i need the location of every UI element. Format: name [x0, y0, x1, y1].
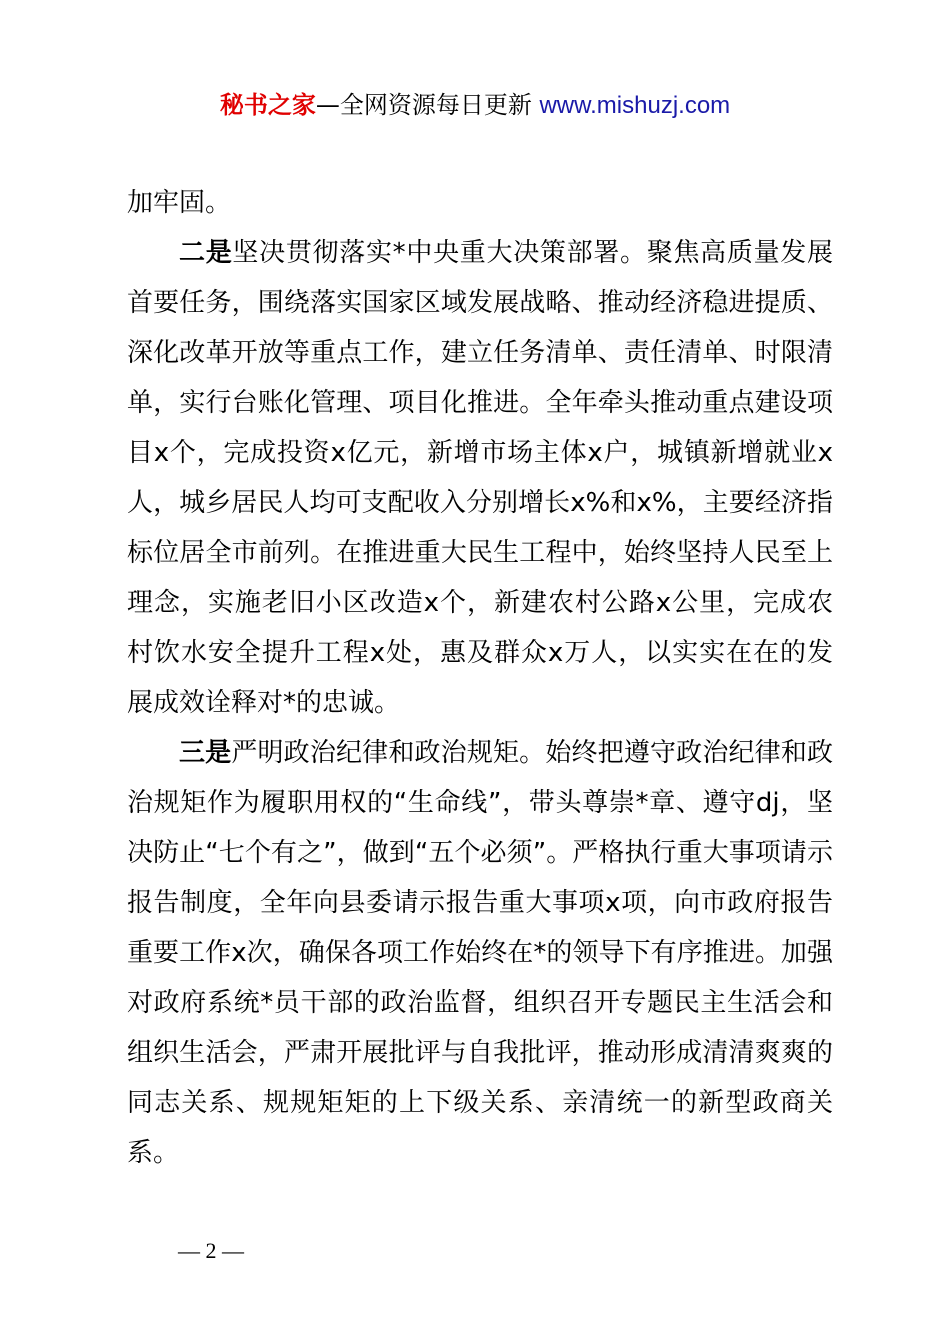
paragraph-two-lead: 二是	[179, 238, 233, 268]
paragraph-two-text: 坚决贯彻落实*中央重大决策部署。聚焦高质量发展首要任务，围绕落实国家区域发展战略、推动经济稳进提质、深化改革开放等重点工作，建立任务清单、责任清单、时限清单，实行台账化管理、项目化推进。全年牵头推动重点建设项目x个，完成投资x亿元，新增市场主体x户，城镇新增就业x人，城乡居民人均可支配收入分别增长x%和x%，主要经济指标位居全市前列。在推进重大民生工程中，始终坚持人民至上理念，实施老旧小区改造x个，新建农村公路x公里，完成农村饮水安全提升工程x处，惠及群众x万人，以实实在在的发展成效诠释对*的忠诚。	[127, 238, 833, 718]
paragraph-continuation: 加牢固。	[127, 188, 232, 218]
paragraph-three-text: 严明政治纪律和政治规矩。始终把遵守政治纪律和政治规矩作为履职用权的“生命线”，带头尊崇*章、遵守dj，坚决防止“七个有之”，做到“五个必须”。严格执行重大事项请示报告制度，全年向县委请示报告重大事项x项，向市政府报告重要工作x次，确保各项工作始终在*的领导下有序推进。加强对政府系统*员干部的政治监督，组织召开专题民主生活会和组织生活会，严肃开展批评与自我批评，推动形成清清爽爽的同志关系、规规矩矩的上下级关系、亲清统一的新型政商关系。	[127, 738, 833, 1168]
site-url[interactable]: www.mishuzj.com	[539, 92, 731, 119]
site-header	[0, 88, 950, 123]
page-number: — 2 —	[178, 1238, 244, 1263]
paragraph-three	[127, 728, 833, 1178]
site-tagline: —全网资源每日更新	[315, 91, 532, 119]
paragraph-two	[127, 228, 833, 728]
document-body	[127, 178, 833, 1178]
paragraph-three-lead: 三是	[179, 738, 232, 768]
site-brand: 秘书之家	[219, 91, 316, 119]
